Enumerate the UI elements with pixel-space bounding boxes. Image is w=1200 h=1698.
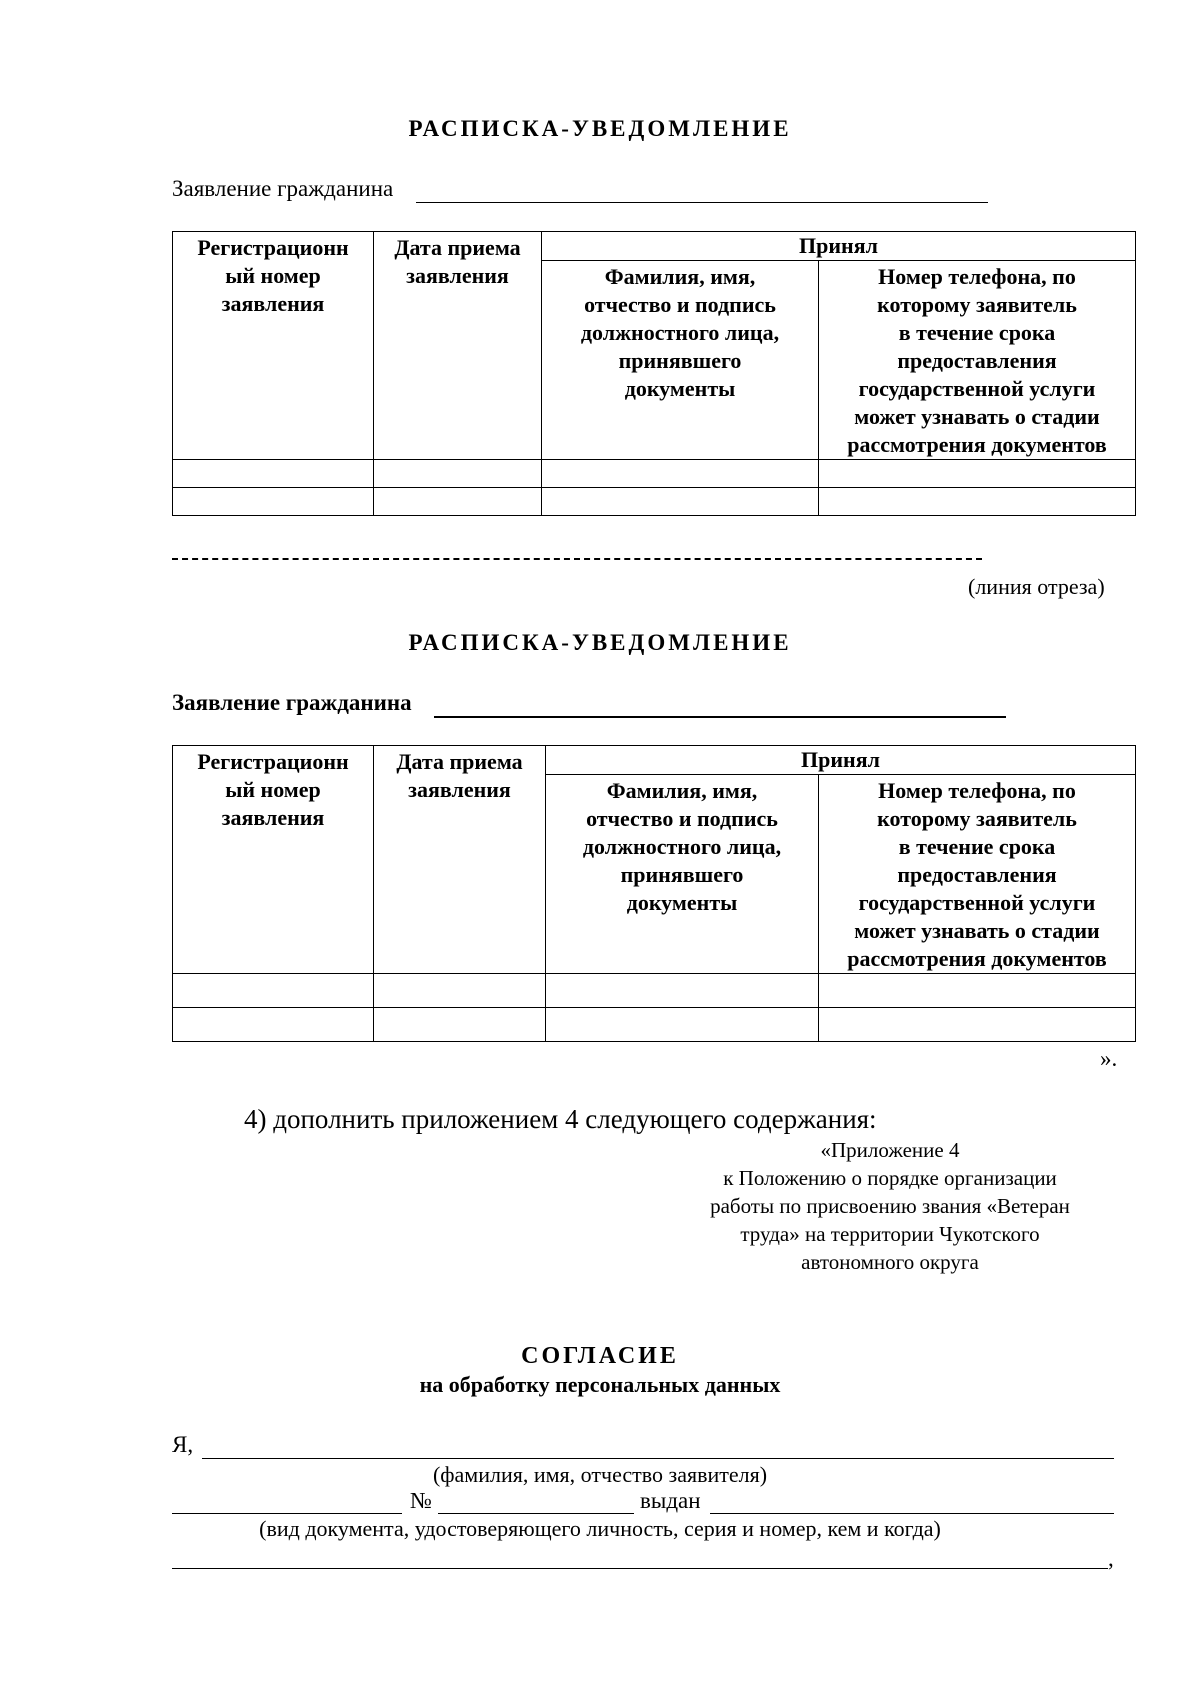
table-row (173, 1008, 1136, 1042)
col-name-signature: Фамилия, имя, отчество и подпись должностного лица, принявшего документы (546, 775, 819, 974)
col-date: Дата приема заявления (374, 232, 542, 460)
table-cell[interactable] (819, 488, 1136, 516)
table-cell[interactable] (374, 488, 542, 516)
i-label: Я, (172, 1432, 194, 1457)
closing-quote: ». (1100, 1046, 1118, 1071)
amendment-text: 4) дополнить приложением 4 следующего содержания: (244, 1104, 877, 1134)
document-number-field[interactable] (438, 1513, 634, 1514)
issued-label: выдан (640, 1488, 701, 1513)
table-cell[interactable] (374, 1008, 546, 1042)
receipt-title-1: РАСПИСКА-УВЕДОМЛЕНИЕ (408, 116, 792, 141)
applicant-name-field[interactable] (202, 1458, 1114, 1459)
issued-continuation-field[interactable] (172, 1568, 1108, 1569)
consent-title: СОГЛАСИЕ (521, 1343, 679, 1369)
issued-by-field[interactable] (710, 1513, 1114, 1514)
number-label: № (410, 1488, 432, 1513)
col-phone: Номер телефона, по которому заявитель в течение срока предоставления государственной услуги может узнавать о стадии рассмотрения документов (819, 775, 1136, 974)
table-cell[interactable] (819, 974, 1136, 1008)
receipt-table-1 (172, 231, 1136, 516)
col-name-signature: Фамилия, имя, отчество и подпись должностного лица, принявшего документы (542, 261, 819, 460)
document-hint: (вид документа, удостоверяющего личность, серия и номер, кем и когда) (259, 1516, 941, 1541)
col-reg-number: Регистрационн ый номер заявления (173, 232, 374, 460)
statement-field-1[interactable] (416, 202, 988, 203)
col-phone: Номер телефона, по которому заявитель в течение срока предоставления государственной услуги может узнавать о стадии рассмотрения документов (819, 261, 1136, 460)
col-date: Дата приема заявления (374, 746, 546, 974)
trailing-comma: , (1108, 1546, 1114, 1571)
table-cell[interactable] (173, 1008, 374, 1042)
table-cell[interactable] (542, 460, 819, 488)
statement-label-2: Заявление гражданина (172, 690, 412, 715)
consent-subtitle: на обработку персональных данных (419, 1372, 781, 1397)
table-cell[interactable] (173, 974, 374, 1008)
fio-hint: (фамилия, имя, отчество заявителя) (432, 1462, 768, 1487)
table-row (173, 460, 1136, 488)
table-cell[interactable] (374, 974, 546, 1008)
table-cell[interactable] (173, 488, 374, 516)
cut-line (172, 558, 982, 560)
table-cell[interactable] (546, 974, 819, 1008)
cut-line-label: (линия отреза) (968, 574, 1105, 599)
col-accepted: Принял (546, 746, 1136, 775)
receipt-table-2 (172, 745, 1136, 1042)
table-cell[interactable] (546, 1008, 819, 1042)
table-cell[interactable] (173, 460, 374, 488)
col-reg-number: Регистрационн ый номер заявления (173, 746, 374, 974)
table-cell[interactable] (542, 488, 819, 516)
table-cell[interactable] (819, 460, 1136, 488)
statement-label-1: Заявление гражданина (172, 176, 394, 201)
appendix-caption: «Приложение 4 к Положению о порядке организации работы по присвоению звания «Ветеран труда» на территории Чукотского автономного округа (710, 1138, 1070, 1274)
receipt-title-2: РАСПИСКА-УВЕДОМЛЕНИЕ (408, 630, 792, 655)
statement-field-2[interactable] (434, 716, 1006, 718)
table-cell[interactable] (374, 460, 542, 488)
col-accepted: Принял (542, 232, 1136, 261)
table-cell[interactable] (819, 1008, 1136, 1042)
table-row (173, 488, 1136, 516)
table-row (173, 974, 1136, 1008)
document-type-field[interactable] (172, 1513, 402, 1514)
